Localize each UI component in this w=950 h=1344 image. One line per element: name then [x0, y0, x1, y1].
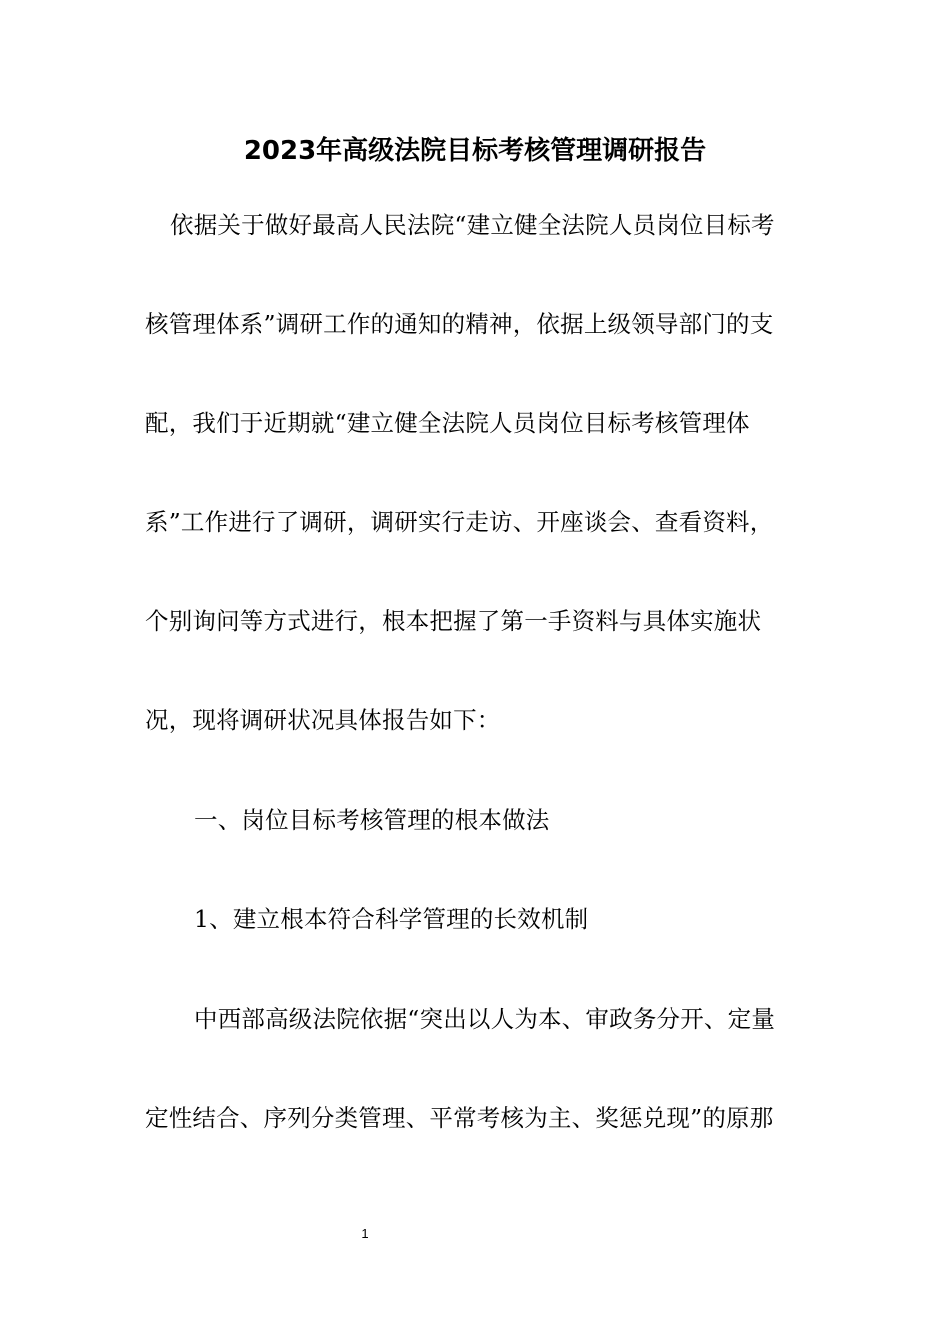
paragraph-line: 核管理体系”调研工作的通知的精神，依据上级领导部门的支	[145, 310, 774, 338]
paragraph-line: 定性结合、序列分类管理、平常考核为主、奖惩兑现”的原那	[145, 1104, 774, 1132]
paragraph-line: 况，现将调研状况具体报告如下：	[145, 706, 501, 734]
paragraph-line: 系”工作进行了调研，调研实行走访、开座谈会、查看资料，	[145, 508, 774, 536]
subsection-heading: 1、建立根本符合科学管理的长效机制	[194, 905, 589, 933]
section-heading: 一、岗位目标考核管理的根本做法	[194, 806, 550, 834]
paragraph-line: 中西部高级法院依据“突出以人为本、审政务分开、定量	[194, 1005, 776, 1033]
page-number: 1	[361, 1226, 369, 1241]
paragraph-line: 个别询问等方式进行，根本把握了第一手资料与具体实施状	[145, 607, 762, 635]
paragraph-line: 依据关于做好最高人民法院“建立健全法院人员岗位目标考	[170, 211, 775, 239]
document-title: 2023年高级法院目标考核管理调研报告	[243, 136, 707, 166]
paragraph-line: 配，我们于近期就“建立健全法院人员岗位目标考核管理体	[145, 409, 750, 437]
